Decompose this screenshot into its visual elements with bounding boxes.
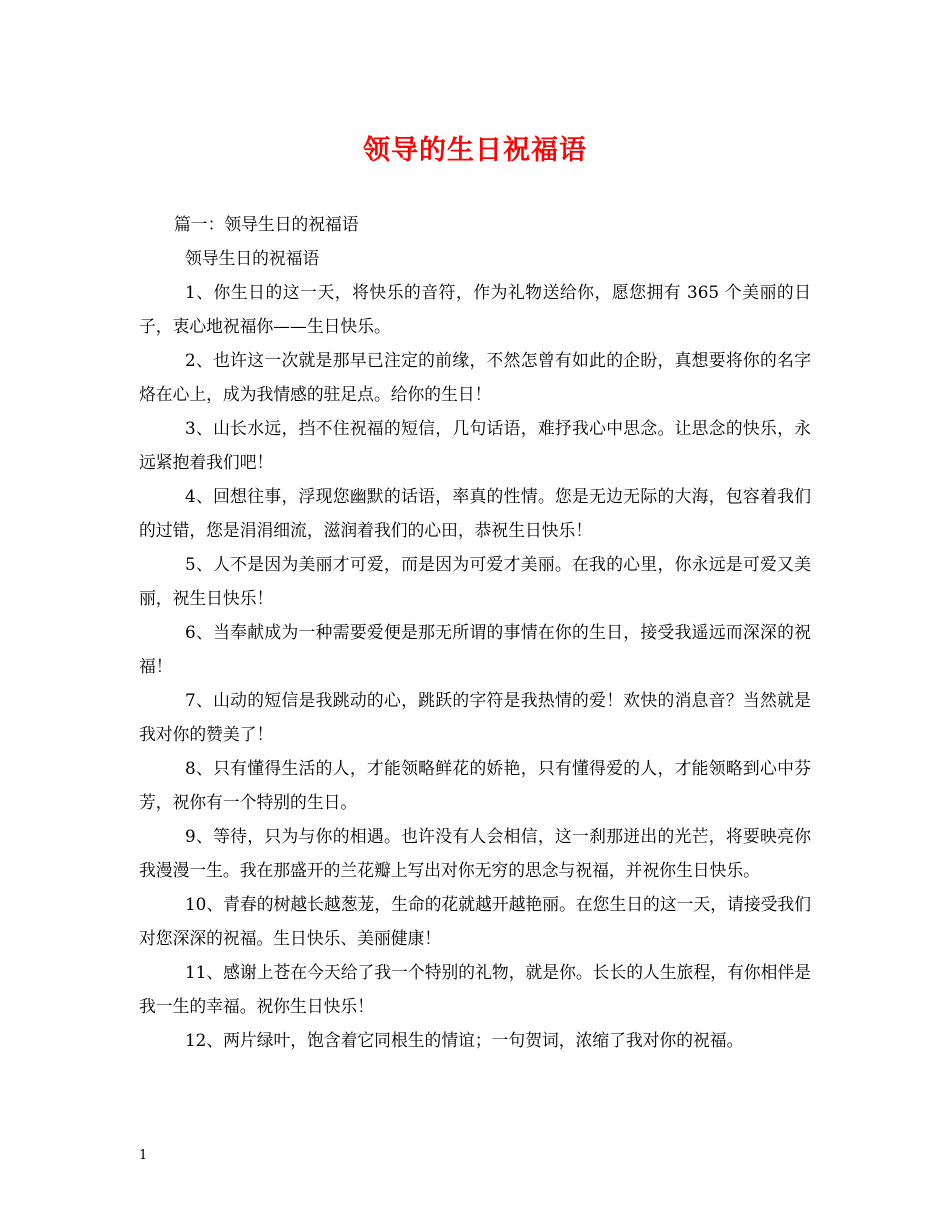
paragraph-9: 9、等待，只为与你的相遇。也许没有人会相信，这一刹那迸出的光芒，将要映亮你我漫漫一生。我在那盛开的兰花瓣上写出对你无穷的思念与祝福，并祝你生日快乐。 xyxy=(139,826,811,880)
paragraph-8: 8、只有懂得生活的人，才能领略鲜花的娇艳，只有懂得爱的人，才能领略到心中芬芳，祝你有一个特别的生日。 xyxy=(139,758,811,812)
page-number: 1 xyxy=(139,1148,148,1163)
paragraph-3: 3、山长水远，挡不住祝福的短信，几句话语，难抒我心中思念。让思念的快乐，永远紧抱着我们吧！ xyxy=(139,418,811,472)
paragraph-11: 11、感谢上苍在今天给了我一个特别的礼物，就是你。长长的人生旅程，有你相伴是我一生的幸福。祝你生日快乐！ xyxy=(139,962,811,1016)
paragraph-6: 6、当奉献成为一种需要爱便是那无所谓的事情在你的生日，接受我遥远而深深的祝福！ xyxy=(139,622,811,676)
section-heading: 篇一：领导生日的祝福语 xyxy=(174,214,359,234)
paragraph-7: 7、山动的短信是我跳动的心，跳跃的字符是我热情的爱！欢快的消息音？当然就是我对你的赞美了！ xyxy=(139,690,811,744)
paragraph-1: 1、你生日的这一天，将快乐的音符，作为礼物送给你，愿您拥有 365 个美丽的日子，衷心地祝福你——生日快乐。 xyxy=(139,282,811,336)
paragraph-12: 12、两片绿叶，饱含着它同根生的情谊；一句贺词，浓缩了我对你的祝福。 xyxy=(185,1030,744,1050)
paragraph-4: 4、回想往事，浮现您幽默的话语，率真的性情。您是无边无际的大海，包容着我们的过错，您是涓涓细流，滋润着我们的心田，恭祝生日快乐！ xyxy=(139,486,811,540)
document-body xyxy=(139,207,811,1057)
document-title: 领导的生日祝福语 xyxy=(363,135,587,166)
paragraph-10: 10、青春的树越长越葱茏，生命的花就越开越艳丽。在您生日的这一天，请接受我们对您深深的祝福。生日快乐、美丽健康！ xyxy=(139,894,811,948)
paragraph-2: 2、也许这一次就是那早已注定的前缘，不然怎曾有如此的企盼，真想要将你的名字烙在心上，成为我情感的驻足点。给你的生日！ xyxy=(139,350,811,404)
paragraph-5: 5、人不是因为美丽才可爱，而是因为可爱才美丽。在我的心里，你永远是可爱又美丽，祝生日快乐！ xyxy=(139,554,811,608)
subheading: 领导生日的祝福语 xyxy=(185,248,320,268)
